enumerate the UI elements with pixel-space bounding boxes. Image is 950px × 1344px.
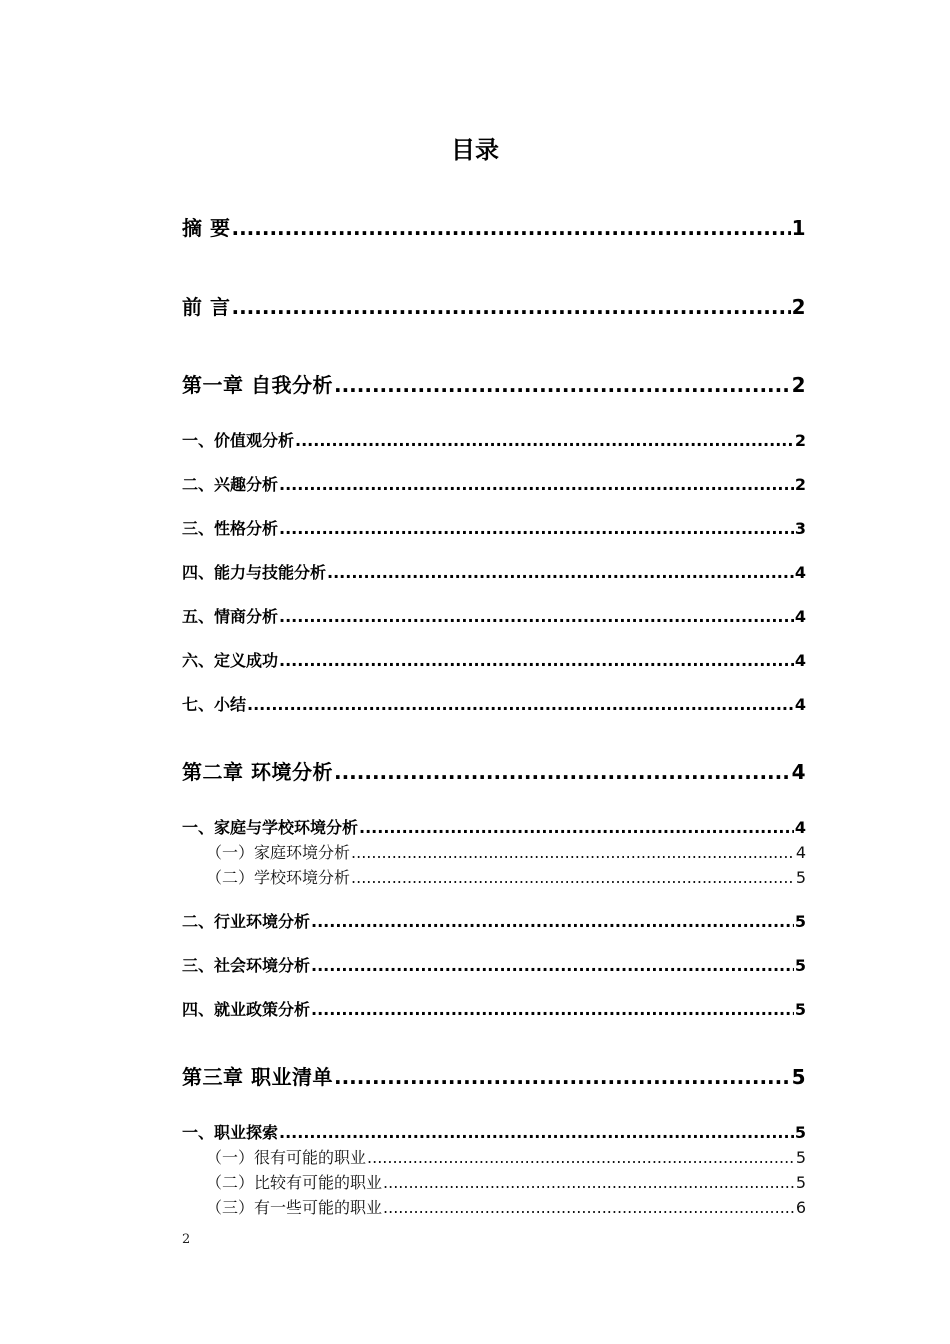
page-title: 目录	[451, 136, 499, 164]
toc-entry-page: 4	[795, 843, 806, 862]
toc-entry-label: 二、行业环境分析	[182, 912, 311, 931]
toc-leader	[383, 1197, 795, 1219]
toc-leader	[279, 606, 794, 628]
toc-entry-page: 5	[794, 956, 806, 975]
toc-entry-page: 2	[791, 295, 806, 319]
toc-entry-label: 第三章 职业清单	[182, 1065, 333, 1089]
toc-subentry[interactable]	[206, 867, 806, 889]
toc-entry-page: 5	[794, 1000, 806, 1019]
toc-entry-page: 4	[791, 760, 806, 784]
toc-entry-label: （一）家庭环境分析	[206, 843, 351, 862]
toc-entry[interactable]	[182, 999, 806, 1021]
toc-entry-page: 6	[795, 1198, 806, 1217]
toc-entry-page: 2	[794, 431, 806, 450]
toc-entry-page: 5	[795, 868, 806, 887]
toc-entry-chapter-3[interactable]	[182, 1064, 806, 1090]
toc-leader	[334, 1064, 791, 1090]
toc-entry-page: 3	[794, 519, 806, 538]
toc-leader	[383, 1172, 795, 1194]
toc-leader	[279, 650, 794, 672]
toc-entry-label: 七、小结	[182, 695, 247, 714]
toc-entry-page: 5	[791, 1065, 806, 1089]
toc-subentry[interactable]	[206, 1147, 806, 1169]
toc-leader	[231, 215, 790, 241]
toc-leader	[367, 1147, 795, 1169]
toc-entry-label: 第二章 环境分析	[182, 760, 333, 784]
toc-entry-label: （二）学校环境分析	[206, 868, 351, 887]
toc-leader	[247, 694, 794, 716]
toc-entry-chapter-2[interactable]	[182, 759, 806, 785]
toc-leader	[334, 759, 791, 785]
toc-leader	[351, 867, 795, 889]
toc-entry-label: 一、价值观分析	[182, 431, 295, 450]
toc-entry-label: 六、定义成功	[182, 651, 279, 670]
toc-leader	[279, 518, 794, 540]
toc-entry-preface[interactable]	[182, 294, 806, 320]
toc-entry-label: 一、家庭与学校环境分析	[182, 818, 359, 837]
toc-leader	[231, 294, 790, 320]
toc-entry-page: 5	[795, 1173, 806, 1192]
toc-entry-page: 5	[794, 1123, 806, 1142]
toc-leader	[311, 911, 794, 933]
toc-entry-label: 三、社会环境分析	[182, 956, 311, 975]
toc-entry[interactable]	[182, 911, 806, 933]
toc-entry[interactable]	[182, 606, 806, 628]
toc-entry[interactable]	[182, 518, 806, 540]
toc-entry-label: 五、情商分析	[182, 607, 279, 626]
toc-leader	[311, 955, 794, 977]
toc-entry-page: 1	[791, 216, 806, 240]
toc-entry-chapter-1[interactable]	[182, 372, 806, 398]
toc-entry[interactable]	[182, 955, 806, 977]
toc-entry-label: 摘 要	[182, 216, 231, 240]
toc-leader	[279, 1122, 794, 1144]
toc-entry-label: （三）有一些可能的职业	[206, 1198, 383, 1217]
toc-leader	[295, 430, 794, 452]
toc-entry-page: 5	[794, 912, 806, 931]
toc-subentry[interactable]	[206, 842, 806, 864]
toc-entry-label: 三、性格分析	[182, 519, 279, 538]
toc-entry[interactable]	[182, 562, 806, 584]
toc-entry-label: （一）很有可能的职业	[206, 1148, 367, 1167]
toc-leader	[359, 817, 794, 839]
toc-entry-abstract[interactable]	[182, 215, 806, 241]
toc-entry-label: 第一章 自我分析	[182, 373, 333, 397]
toc-leader	[279, 474, 794, 496]
toc-entry[interactable]	[182, 474, 806, 496]
toc-entry[interactable]	[182, 694, 806, 716]
toc-entry-page: 2	[791, 373, 806, 397]
toc-entry[interactable]	[182, 650, 806, 672]
toc-entry-page: 4	[794, 563, 806, 582]
toc-entry-page: 4	[794, 607, 806, 626]
toc-leader	[351, 842, 795, 864]
toc-entry[interactable]	[182, 430, 806, 452]
toc-entry[interactable]	[182, 817, 806, 839]
toc-leader	[334, 372, 791, 398]
toc-subentry[interactable]	[206, 1197, 806, 1219]
toc-entry-page: 4	[794, 818, 806, 837]
toc-entry-label: （二）比较有可能的职业	[206, 1173, 383, 1192]
toc-leader	[327, 562, 794, 584]
toc-entry-label: 四、能力与技能分析	[182, 563, 327, 582]
toc-entry-label: 前 言	[182, 295, 231, 319]
page-number: 2	[182, 1232, 191, 1247]
toc-entry-label: 一、职业探索	[182, 1123, 279, 1142]
toc-entry-page: 4	[794, 651, 806, 670]
toc-entry-label: 二、兴趣分析	[182, 475, 279, 494]
toc-leader	[311, 999, 794, 1021]
toc-entry-page: 4	[794, 695, 806, 714]
toc-entry-page: 5	[795, 1148, 806, 1167]
toc-entry[interactable]	[182, 1122, 806, 1144]
toc-subentry[interactable]	[206, 1172, 806, 1194]
toc-entry-page: 2	[794, 475, 806, 494]
toc-entry-label: 四、就业政策分析	[182, 1000, 311, 1019]
